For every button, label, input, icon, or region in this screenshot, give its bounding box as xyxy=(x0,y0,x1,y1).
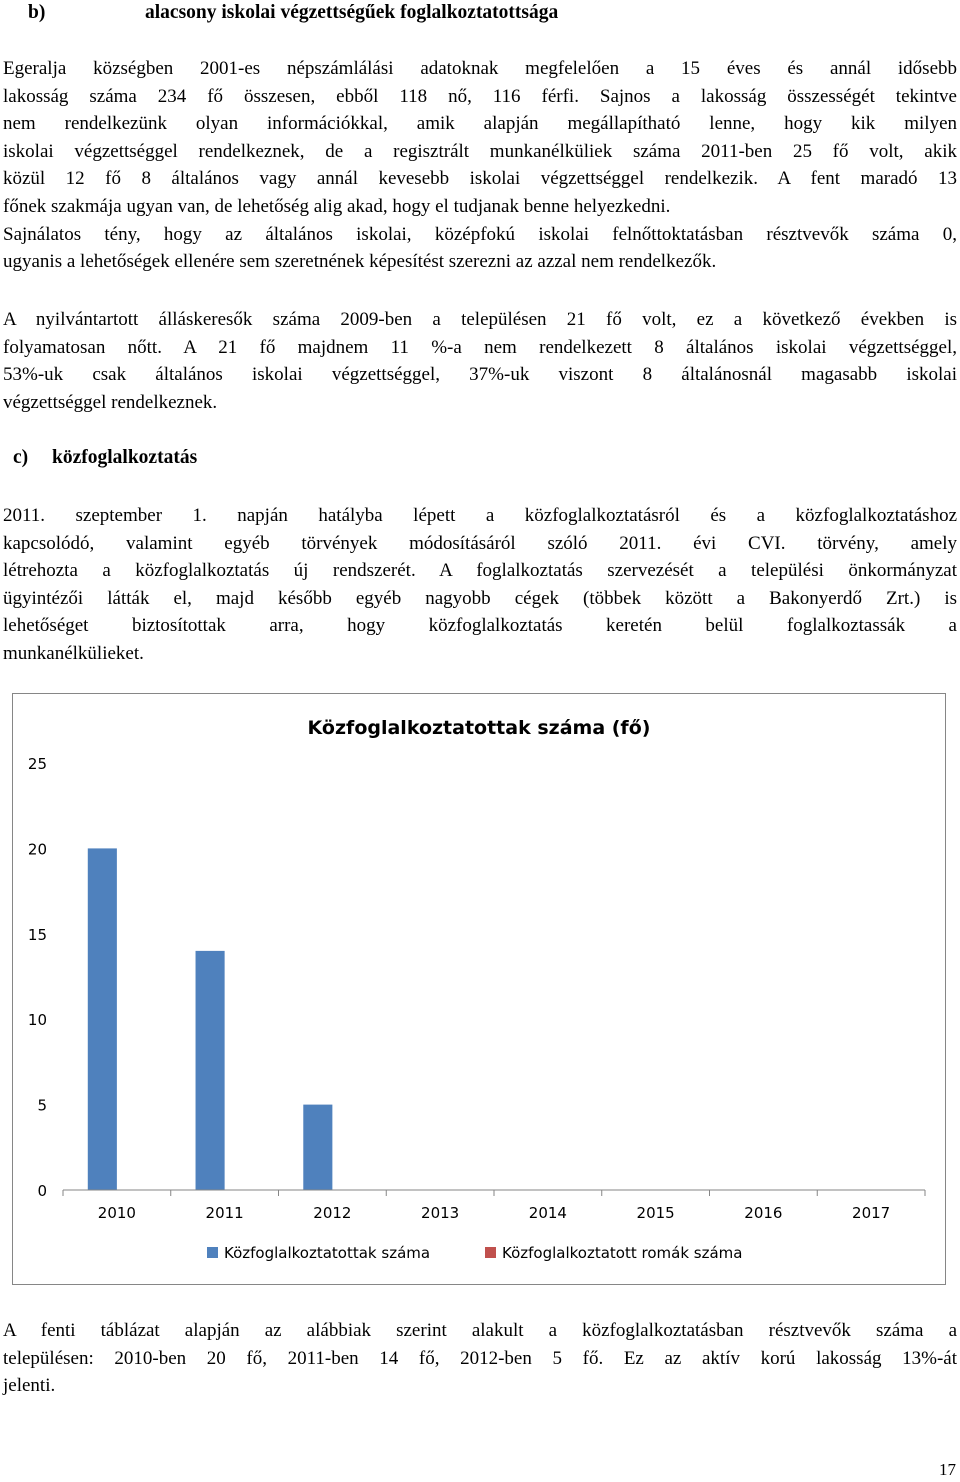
text-line: 53%-uk csak általános iskolai végzettséggel, 37%-uk viszont 8 általánosnál magasabb iskolai xyxy=(3,364,957,386)
text-line: munkanélkülieket. xyxy=(3,642,144,664)
text-line: közül 12 fő 8 általános vagy annál kevesebb iskolai végzettséggel rendelkezik. A fent maradó 13 xyxy=(3,168,957,190)
text-line: A fenti táblázat alapján az alábbiak szerint alakult a közfoglalkoztatásban résztvevők száma a xyxy=(3,1320,957,1341)
text-line: jelenti. xyxy=(3,1375,56,1397)
text-line: végzettséggel rendelkeznek. xyxy=(3,391,218,413)
page-number: 17 xyxy=(939,1460,956,1479)
y-tick-label: 5 xyxy=(37,1096,47,1115)
x-tick-label: 2011 xyxy=(205,1204,244,1222)
text-line: 2011. szeptember 1. napján hatályba lépett a közfoglalkoztatásról és a közfoglalkoztatáshoz xyxy=(3,505,957,526)
y-tick-label: 10 xyxy=(27,1011,47,1030)
text-line: ugyanis a lehetőségek ellenére sem szeretnének képesítést szerezni az azzal nem rendelkezők. xyxy=(3,251,717,273)
bar xyxy=(303,1105,332,1190)
text-line: kapcsolódó, valamint egyéb törvények módosításáról szóló 2011. évi CVI. törvény, amely xyxy=(3,532,957,554)
text-line: Egeralja községben 2001-es népszámlálási adatoknak megfelelően a 15 éves és annál idősebb xyxy=(3,58,957,79)
x-tick-label: 2012 xyxy=(313,1204,352,1222)
text-line: főnek szakmája ugyan van, de lehetőség alig akad, hogy el tudjanak benne helyezkedni. xyxy=(3,195,671,217)
chart-svg xyxy=(13,694,945,1284)
text-line: folyamatosan nőtt. A 21 fő majdnem 11 %-a nem rendelkezett 8 általános iskolai végzettséggel, xyxy=(3,336,957,358)
y-tick-label: 20 xyxy=(27,840,47,859)
text-line: nem rendelkezünk olyan információkkal, amik alapján megállapítható lenne, hogy kik milyen xyxy=(3,113,957,135)
section-c-heading xyxy=(13,447,198,469)
section-b-heading xyxy=(28,2,559,24)
text-line: lakosság száma 234 fő összesen, ebből 118 nő, 116 férfi. Sajnos a lakosság összességét tekintve xyxy=(3,85,957,107)
text-line: A nyilvántartott álláskeresők száma 2009-ben a településen 21 fő volt, ez a következő években is xyxy=(3,309,957,330)
section-b-label: b) xyxy=(28,2,46,23)
paragraph-population xyxy=(3,55,957,276)
text-line: létrehozta a közfoglalkoztatás új rendszerét. A foglalkoztatás szervezését a települési önkormányzat xyxy=(3,560,957,582)
legend-swatch xyxy=(207,1247,218,1258)
text-line: Sajnálatos tény, hogy az általános iskolai, középfokú iskolai felnőttoktatásban résztvevők száma 0, xyxy=(3,223,957,245)
x-tick-label: 2013 xyxy=(421,1204,460,1222)
section-c-label: c) xyxy=(13,447,29,468)
bar xyxy=(196,951,225,1190)
y-tick-label: 15 xyxy=(27,925,47,944)
paragraph-public-work xyxy=(3,502,957,668)
section-b-title: alacsony iskolai végzettségűek foglalkoztatottsága xyxy=(145,2,559,23)
y-tick-label: 0 xyxy=(37,1182,47,1200)
legend-swatch xyxy=(485,1247,496,1258)
legend-label: Közfoglalkoztatott romák száma xyxy=(502,1244,743,1262)
x-tick-label: 2010 xyxy=(97,1204,136,1222)
text-line: ügyintézői látták el, majd később egyéb nagyobb cégek (többek között a Bakonyerdő Zrt.) is xyxy=(3,587,957,609)
paragraph-jobseekers xyxy=(3,306,957,416)
x-tick-label: 2014 xyxy=(528,1204,567,1222)
paragraph-summary xyxy=(3,1317,957,1400)
bar-chart xyxy=(12,693,946,1285)
x-tick-label: 2016 xyxy=(744,1204,783,1222)
text-line: iskolai végzettséggel rendelkeznek, de a regisztrált munkanélküliek száma 2011-ben 25 fő volt, akik xyxy=(3,140,957,162)
y-tick-label: 25 xyxy=(27,755,47,773)
section-c-title: közfoglalkoztatás xyxy=(52,447,198,468)
x-tick-label: 2017 xyxy=(852,1204,891,1222)
bar xyxy=(88,848,117,1190)
text-line: településen: 2010-ben 20 fő, 2011-ben 14 fő, 2012-ben 5 fő. Ez az aktív korú lakosság 13%-át xyxy=(3,1347,957,1369)
x-tick-label: 2015 xyxy=(636,1204,675,1222)
legend-label: Közfoglalkoztatottak száma xyxy=(224,1244,431,1262)
chart-title: Közfoglalkoztatottak száma (fő) xyxy=(307,717,651,739)
text-line: lehetőséget biztosítottak arra, hogy közfoglalkoztatás keretén belül foglalkoztassák a xyxy=(3,615,957,637)
